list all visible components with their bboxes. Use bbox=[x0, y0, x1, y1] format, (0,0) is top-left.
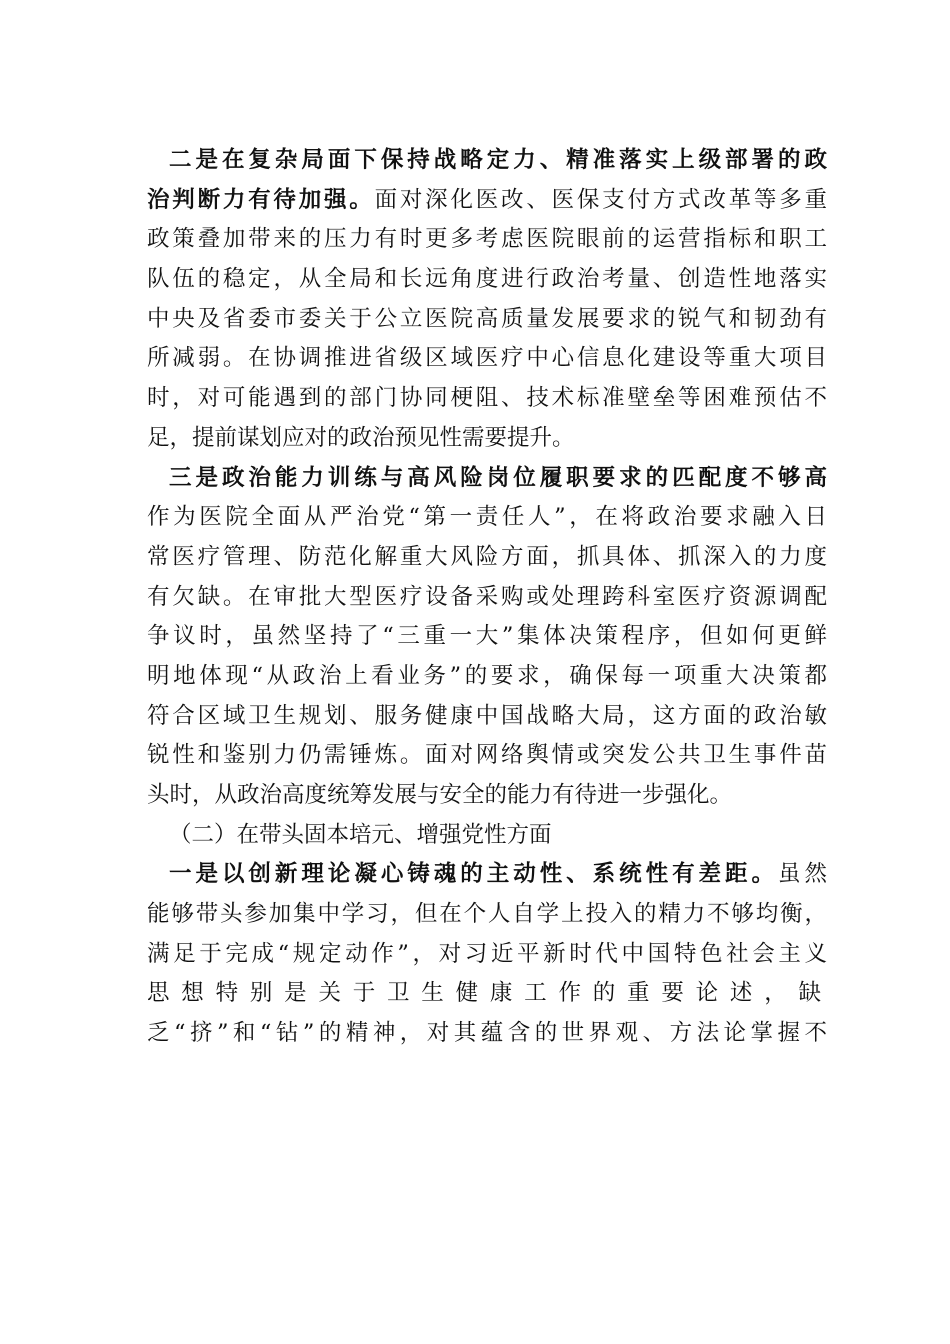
paragraph-line bbox=[147, 379, 827, 419]
paragraph-line bbox=[147, 181, 827, 221]
paragraph-line bbox=[147, 459, 827, 499]
paragraph-line bbox=[147, 855, 827, 895]
paragraph-text: 符合区域卫生规划、服务健康中国战略大局，这方面的政治敏 bbox=[147, 702, 827, 729]
paragraph-text: 有欠缺。在审批大型医疗设备采购或处理跨科室医疗资源调配 bbox=[147, 583, 827, 610]
section-heading: （二）在带头固本培元、增强党性方面 bbox=[169, 821, 552, 848]
paragraph-lead: 治判断力有待加强。 bbox=[147, 186, 375, 213]
paragraph-political-judgment bbox=[147, 141, 827, 459]
paragraph-lead: 三是政治能力训练与高风险岗位履职要求的匹配度不够高 bbox=[169, 464, 827, 491]
paragraph-text: 面对深化医改、医保支付方式改革等多重 bbox=[374, 186, 827, 213]
paragraph-text: 争议时，虽然坚持了“三重一大”集体决策程序，但如何更鲜 bbox=[147, 623, 827, 650]
paragraph-line bbox=[147, 895, 827, 935]
paragraph-line bbox=[147, 935, 827, 975]
paragraph-text: 队伍的稳定，从全局和长远角度进行政治考量、创造性地落实 bbox=[147, 266, 827, 293]
paragraph-text: 中央及省委市委关于公立医院高质量发展要求的锐气和韧劲有 bbox=[147, 305, 827, 332]
paragraph-text: 乏“挤”和“钻”的精神，对其蕴含的世界观、方法论掌握不 bbox=[147, 1020, 827, 1047]
document-body bbox=[147, 141, 827, 1054]
paragraph-text: 满足于完成“规定动作”，对习近平新时代中国特色社会主义 bbox=[147, 940, 827, 967]
paragraph-line bbox=[147, 141, 827, 181]
paragraph-text: 明地体现“从政治上看业务”的要求，确保每一项重大决策都 bbox=[147, 662, 827, 689]
paragraph-line bbox=[147, 736, 827, 776]
paragraph-text: 能够带头参加集中学习，但在个人自学上投入的精力不够均衡， bbox=[147, 901, 827, 928]
paragraph-line bbox=[147, 697, 827, 737]
paragraph-line bbox=[147, 300, 827, 340]
paragraph-text: 常医疗管理、防范化解重大风险方面，抓具体、抓深入的力度 bbox=[147, 543, 827, 570]
paragraph-political-capability bbox=[147, 459, 827, 816]
paragraph-line bbox=[147, 617, 827, 657]
paragraph-text: 锐性和鉴别力仍需锤炼。面对网络舆情或突发公共卫生事件苗 bbox=[147, 742, 827, 769]
paragraph-line bbox=[147, 657, 827, 697]
paragraph-text: 所减弱。在协调推进省级区域医疗中心信息化建设等重大项目 bbox=[147, 345, 827, 372]
paragraph-line bbox=[147, 538, 827, 578]
paragraph-text: 头时，从政治高度统筹发展与安全的能力有待进一步强化。 bbox=[147, 782, 733, 808]
paragraph-text: 思想特别是关于卫生健康工作的重要论述，缺 bbox=[147, 980, 827, 1007]
paragraph-line bbox=[147, 974, 827, 1014]
paragraph-line bbox=[147, 1014, 827, 1054]
paragraph-theory-study bbox=[147, 855, 827, 1053]
paragraph-text: 足，提前谋划应对的政治预见性需要提升。 bbox=[147, 424, 575, 451]
paragraph-line bbox=[147, 260, 827, 300]
paragraph-lead: 一是以创新理论凝心铸魂的主动性、系统性有差距。 bbox=[169, 861, 778, 888]
paragraph-line bbox=[147, 578, 827, 618]
paragraph-line bbox=[147, 498, 827, 538]
paragraph-line bbox=[147, 339, 827, 379]
paragraph-line bbox=[147, 220, 827, 260]
paragraph-text: 虽然 bbox=[778, 861, 827, 888]
paragraph-text: 政策叠加带来的压力有时更多考虑医院眼前的运营指标和职工 bbox=[147, 226, 827, 253]
paragraph-line bbox=[147, 419, 827, 459]
paragraph-line bbox=[147, 776, 827, 816]
paragraph-text: 时，对可能遇到的部门协同梗阻、技术标准壁垒等困难预估不 bbox=[147, 385, 827, 412]
paragraph-text: 作为医院全面从严治党“第一责任人”，在将政治要求融入日 bbox=[147, 504, 827, 531]
paragraph-lead: 二是在复杂局面下保持战略定力、精准落实上级部署的政 bbox=[169, 147, 827, 173]
